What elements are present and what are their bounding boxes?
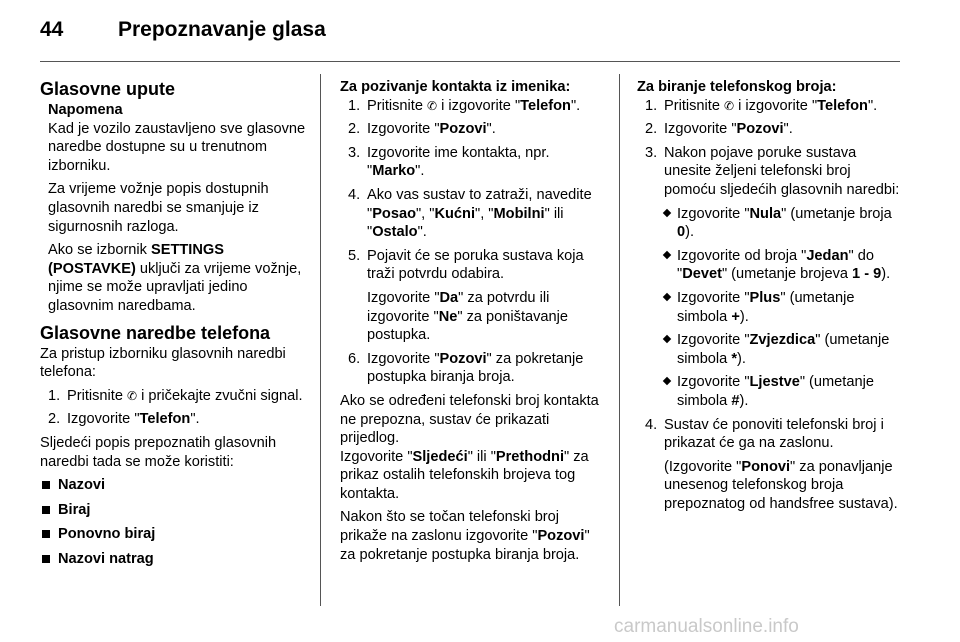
list-item: [664, 247, 902, 284]
text: ".: [783, 121, 793, 138]
command-word: Mobilni: [493, 205, 545, 222]
text: " za ponavljanje unesenog telefonskog broja prepoznatog od handsfree sustava).: [664, 458, 898, 512]
command-word: Nula: [749, 205, 782, 222]
voice-command-icon: ✆: [427, 98, 438, 113]
command-word: Da: [439, 289, 459, 306]
chapter-title: Prepoznavanje glasa: [118, 18, 326, 41]
text: ).: [739, 392, 749, 409]
subsection-title-dial-number: Za biranje telefonskog broja:: [637, 79, 837, 95]
text: Izgovorite ": [67, 411, 140, 428]
symbol: +: [731, 308, 740, 325]
column-1: [40, 78, 310, 574]
step-2: [40, 410, 310, 429]
command-word: Ljestve: [749, 374, 800, 391]
command-word: Prethodni: [495, 448, 564, 465]
step-1: [40, 387, 310, 406]
diamond-bullet: [663, 251, 671, 259]
command-word: Telefon: [139, 411, 191, 428]
command-word: Pozovi: [736, 121, 784, 138]
step-number: 2.: [348, 121, 361, 138]
command-word: Sljedeći: [412, 448, 468, 465]
header-rule: [40, 61, 900, 62]
command-word: Marko: [372, 163, 416, 180]
step-5: [340, 247, 608, 345]
text: " za prikaz ostalih telefonskih brojeva tog kontakta.: [340, 448, 589, 502]
list-item: [664, 331, 902, 368]
text: (Izgovorite ": [664, 458, 742, 475]
step-3: [637, 144, 902, 411]
text: Izgovorite ": [677, 205, 750, 222]
command-label: Nazovi: [58, 477, 106, 494]
step-1: [637, 97, 902, 116]
step-number: 3.: [348, 144, 361, 161]
text: Ako se izbornik: [48, 242, 152, 259]
text: Izgovorite ": [664, 121, 737, 138]
text: ".: [867, 97, 878, 114]
square-bullet: [42, 530, 50, 538]
text: ).: [737, 350, 746, 367]
watermark: carmanualsonline.info: [614, 616, 799, 637]
step-4: [340, 186, 608, 242]
list-item: [40, 550, 310, 569]
text: " ili ": [367, 205, 564, 241]
text: ).: [881, 266, 891, 283]
diamond-bullet: [663, 208, 671, 216]
command-word: Pozovi: [439, 350, 487, 367]
column-3: [637, 78, 902, 518]
section-title-voice-guidance: Glasovne upute: [40, 79, 176, 99]
intro-paragraph: Za pristup izborniku glasovnih naredbi telefona:: [40, 345, 286, 381]
step-number: 4.: [645, 416, 658, 433]
text: Izgovorite ": [677, 289, 750, 306]
column-2: [340, 78, 608, 569]
text: Izgovorite ": [367, 350, 440, 367]
text: Ako vas sustav to zatraži, navedite ": [367, 186, 592, 222]
text: " za pokretanje postupka biranja broja.: [367, 350, 584, 386]
text: Izgovorite ": [677, 332, 750, 349]
step-2: [637, 120, 902, 139]
column-divider-2: [619, 74, 620, 606]
step-number: 1.: [645, 97, 658, 114]
text: i izgovorite ": [734, 97, 818, 114]
voice-command-icon: ✆: [127, 388, 138, 403]
command-word: Telefon: [520, 97, 571, 114]
command-word: Devet: [682, 266, 722, 283]
text: Izgovorite ": [367, 289, 440, 306]
command-word: Kućni: [434, 205, 476, 222]
step-number: 1.: [348, 97, 361, 114]
symbol: *: [731, 350, 738, 367]
step-6: [340, 350, 608, 387]
text: Sustav će ponoviti telefonski broj i prikazat će ga na zaslonu.: [664, 416, 884, 452]
step-number: 3.: [645, 144, 658, 161]
note-paragraph-3: [48, 241, 310, 315]
note-paragraph-2: Za vrijeme vožnje popis dostupnih glasovnih naredbi se smanjuje iz sigurnosnih razloga.: [48, 181, 269, 235]
text: Pritisnite: [664, 97, 725, 114]
square-bullet: [42, 506, 50, 514]
step-number: 1.: [48, 387, 61, 404]
text: " ili ": [467, 448, 496, 465]
text: " (umetanje broja: [781, 205, 892, 222]
text: i pričekajte zvučni signal.: [137, 387, 303, 404]
text: i izgovorite ": [437, 97, 521, 114]
column-divider-1: [320, 74, 321, 606]
step-4-detail: [664, 458, 902, 514]
paragraph-dial: [340, 508, 608, 564]
symbol: 1 - 9: [852, 266, 882, 283]
text: Izgovorite ": [677, 374, 750, 391]
diamond-bullet: [663, 377, 671, 385]
command-word: Pozovi: [439, 121, 487, 138]
subsection-title-call-contact: Za pozivanje kontakta iz imenika:: [340, 79, 571, 95]
text: Nakon što se točan telefonski broj prikaže na zaslonu izgovorite ": [340, 509, 560, 545]
command-label: Nazovi natrag: [58, 550, 154, 567]
command-word: Pozovi: [537, 528, 585, 545]
step-1: [340, 97, 608, 116]
text: ).: [685, 224, 695, 241]
paragraph-next-previous: [340, 448, 608, 504]
square-bullet: [42, 481, 50, 489]
note-title: Napomena: [48, 102, 123, 118]
text: Pritisnite: [67, 387, 128, 404]
command-word: Ponovi: [741, 458, 791, 475]
text: ".: [417, 224, 427, 241]
list-item: [664, 205, 902, 242]
note-paragraph-1: Kad je vozilo zaustavljeno sve glasovne naredbe dostupne su u trenutnom izborniku.: [48, 120, 306, 174]
step-2: [340, 120, 608, 139]
text: Izgovorite od broja ": [677, 247, 807, 264]
command-word: Plus: [749, 289, 781, 306]
text: Nakon pojave poruke sustava unesite željeni telefonski broj pomoću sljedećih glasovnih naredbi:: [664, 144, 900, 198]
command-label: Biraj: [58, 501, 91, 518]
recognized-commands-intro: Sljedeći popis prepoznatih glasovnih naredbi tada se može koristiti:: [40, 434, 277, 470]
text: uključi za vrijeme vožnje, njime se može upravljati jedino glasovnim naredbama.: [48, 260, 302, 314]
note-box: [48, 101, 310, 316]
text: ".: [570, 97, 581, 114]
step-4: [637, 416, 902, 514]
step-number: 4.: [348, 186, 361, 203]
text: ).: [739, 308, 749, 325]
text: ".: [190, 411, 200, 428]
text: Pojavit će se poruka sustava koja traži potvrdu odabira.: [367, 247, 584, 283]
step-number: 5.: [348, 247, 361, 264]
symbol: 0: [677, 224, 686, 241]
text: ", ": [415, 205, 435, 222]
step-3: [340, 144, 608, 181]
list-item: [40, 525, 310, 544]
paragraph-not-recognized: Ako se određeni telefonski broj kontakta ne prepozna, sustav će prikazati prijedlog.: [340, 392, 599, 447]
settings-menu-name: SETTINGS (POSTAVKE): [48, 242, 224, 277]
step-number: 2.: [48, 411, 61, 428]
text: ", ": [475, 205, 494, 222]
text: " za poništavanje postupka.: [367, 308, 569, 344]
step-number: 6.: [348, 350, 361, 367]
list-item: [664, 373, 902, 410]
text: " (umetanje simbola: [677, 374, 874, 409]
text: Izgovorite ": [340, 448, 413, 465]
text: " za pokretanje postupka biranja broja.: [340, 528, 590, 563]
diamond-bullet: [663, 293, 671, 301]
list-item: [40, 501, 310, 520]
symbol: #: [731, 392, 740, 409]
diamond-bullet: [663, 335, 671, 343]
step-5-detail: [367, 289, 608, 345]
list-item: [664, 289, 902, 326]
list-item: [40, 476, 310, 495]
text: " za potvrdu ili izgovorite ": [367, 289, 550, 325]
text: Pritisnite: [367, 97, 428, 114]
command-word: Jedan: [806, 247, 849, 264]
step-number: 2.: [645, 121, 658, 138]
text: " (umetanje brojeva: [721, 266, 853, 283]
command-word: Zvjezdica: [749, 332, 816, 349]
text: " do ": [677, 247, 874, 283]
command-word: Posao: [372, 205, 416, 222]
command-word: Ne: [438, 308, 458, 325]
command-label: Ponovno biraj: [58, 526, 156, 543]
text: " (umetanje simbola: [677, 332, 890, 367]
text: " (umetanje simbola: [677, 289, 855, 325]
text: Izgovorite ": [367, 121, 440, 138]
text: ".: [486, 121, 496, 138]
page-number: 44: [40, 18, 64, 41]
text: Izgovorite ime kontakta, npr. ": [367, 144, 550, 180]
section-title-phone-commands: Glasovne naredbe telefona: [40, 322, 271, 343]
command-word: Ostalo: [372, 224, 418, 241]
square-bullet: [42, 555, 50, 563]
command-word: Telefon: [817, 97, 868, 114]
text: ".: [415, 163, 425, 180]
voice-command-icon: ✆: [724, 98, 735, 113]
